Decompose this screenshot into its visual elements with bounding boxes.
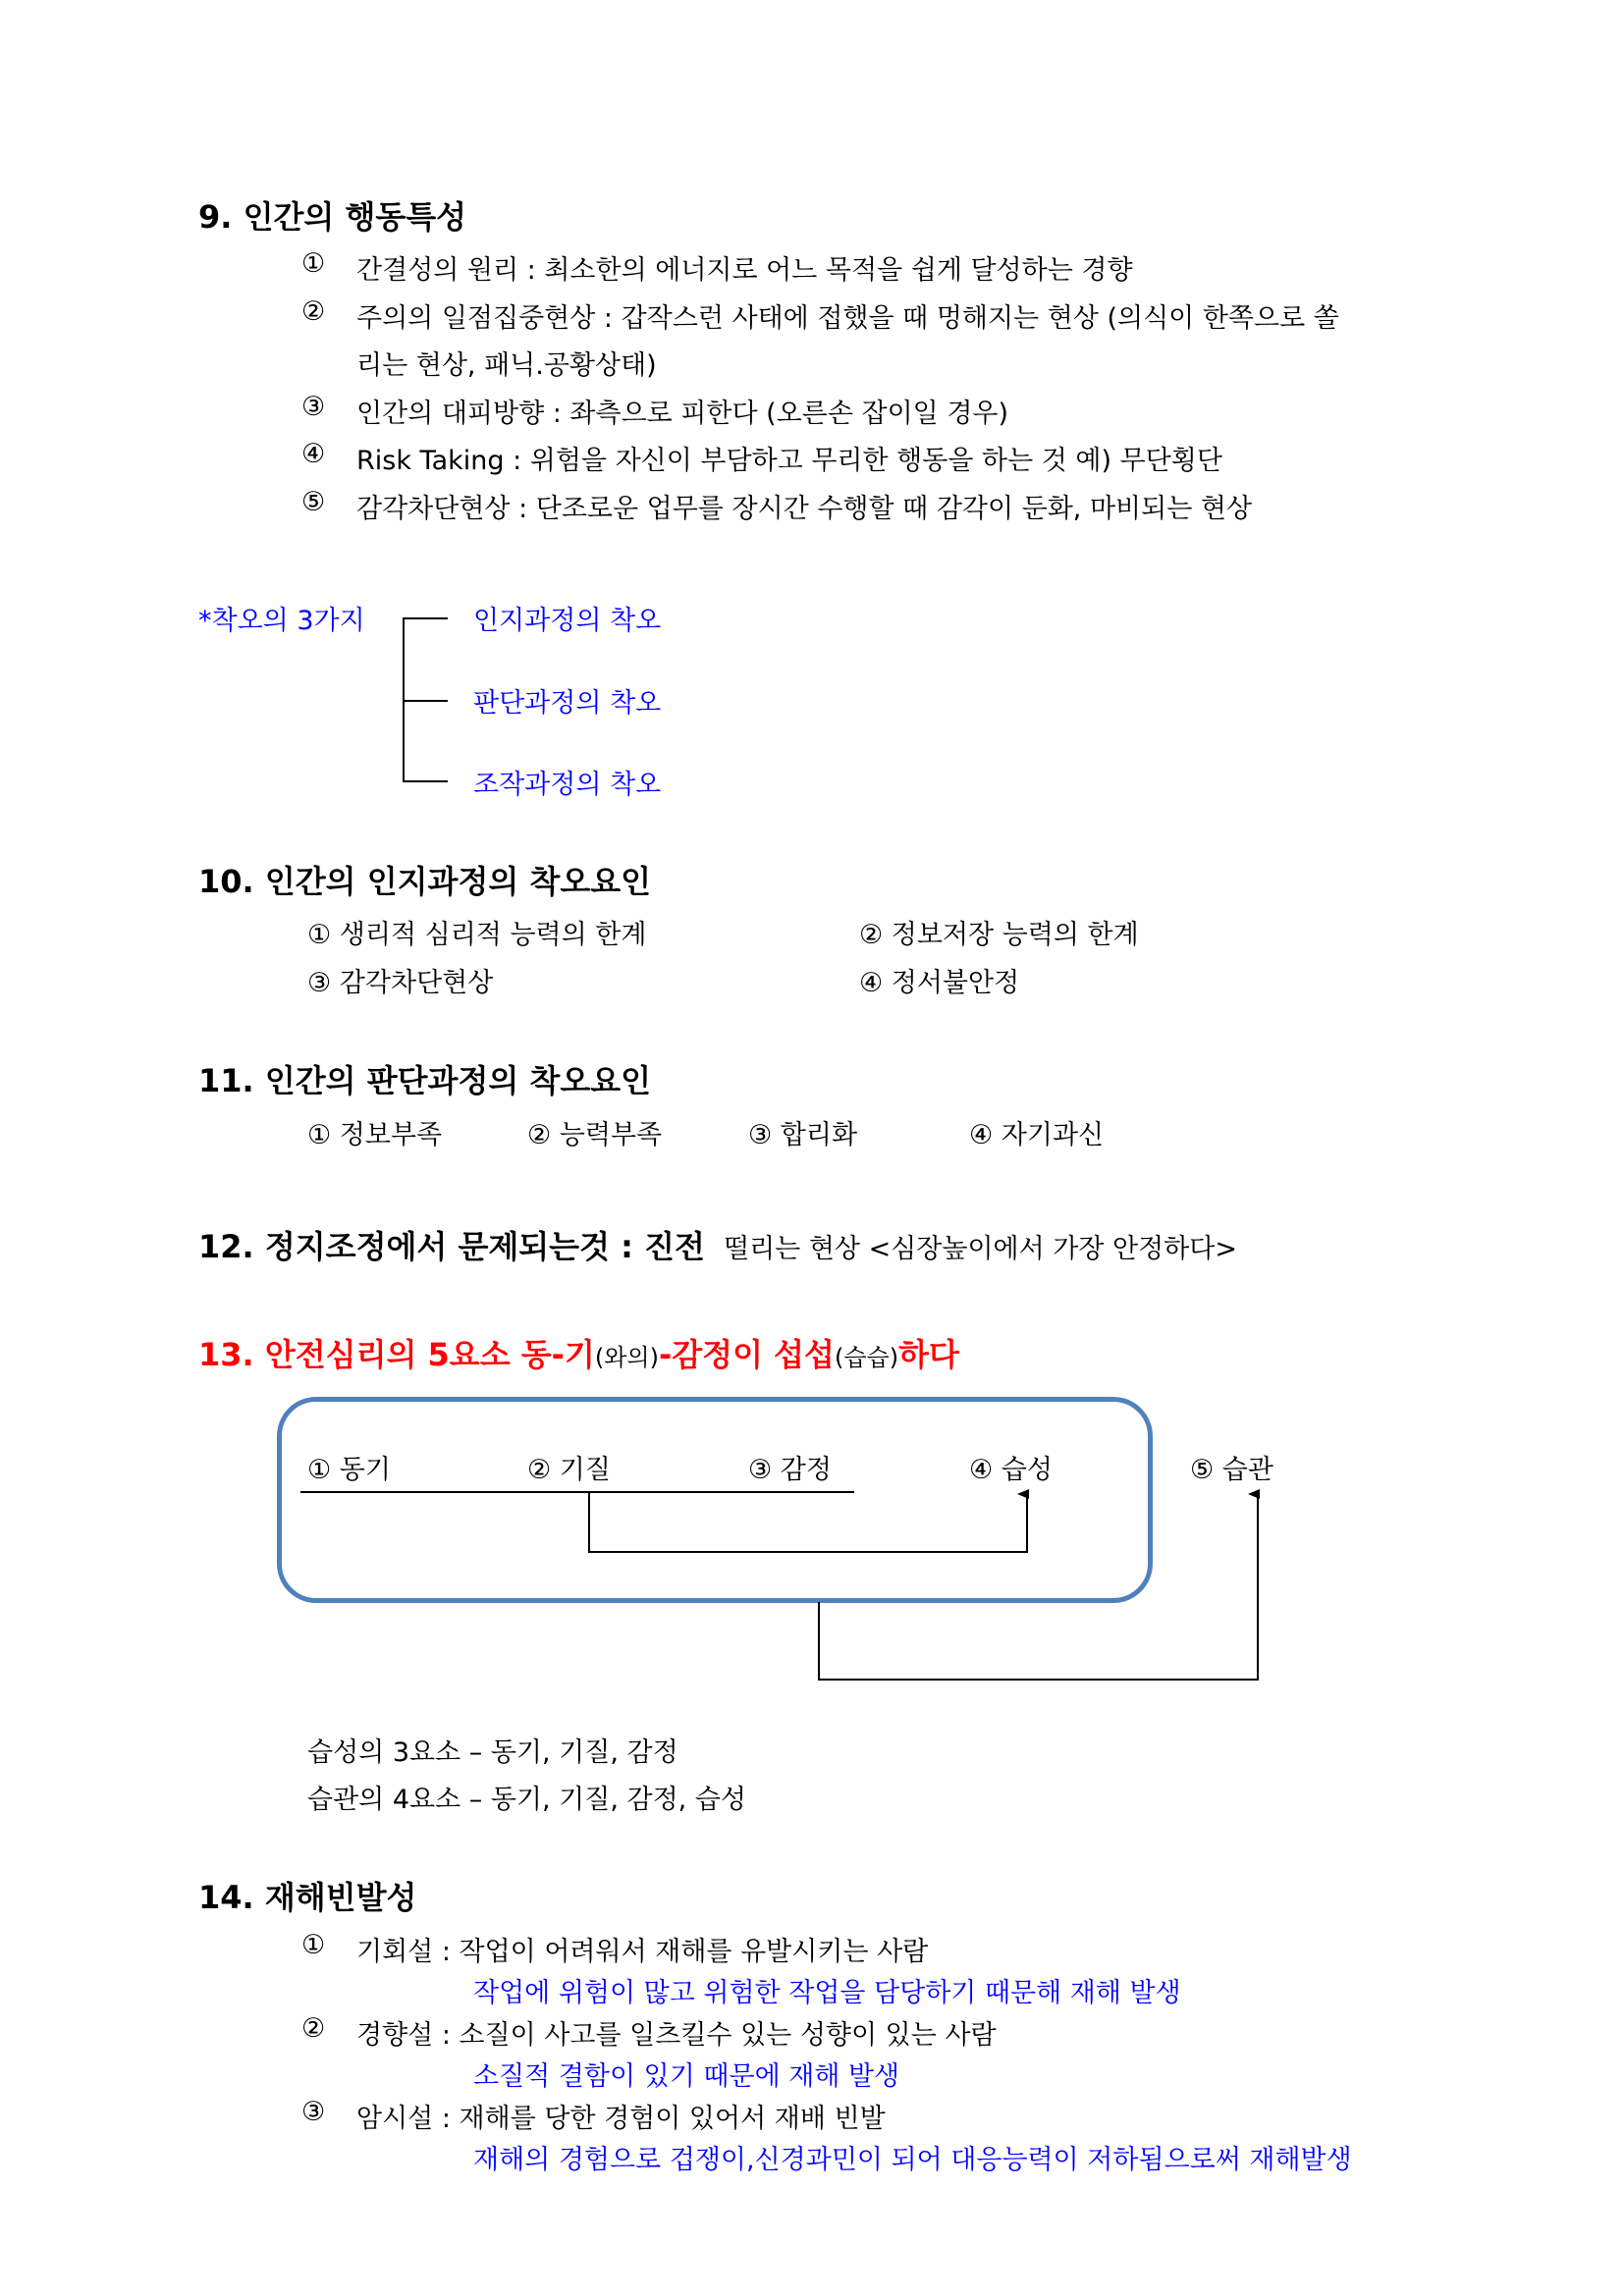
section-14-title: 14. 재해빈발성 bbox=[198, 1879, 417, 1916]
list-item: ④ 자기과신 bbox=[969, 1120, 1105, 1150]
error-types-label: *착오의 3가지 bbox=[198, 606, 365, 636]
list-item-number: ① bbox=[301, 1930, 326, 1960]
list-item: 감각차단현상 : 단조로운 업무를 장시간 수행할 때 감각이 둔화, 마비되는 현상 bbox=[356, 494, 1253, 524]
safety-element: ② 기질 bbox=[527, 1455, 611, 1485]
list-item-number: ③ bbox=[301, 2097, 326, 2127]
section-11-title: 11. 인간의 판단과정의 착오요인 bbox=[198, 1062, 652, 1099]
note-line: 습성의 3요소 – 동기, 기질, 감정 bbox=[307, 1737, 678, 1768]
safety-element: ① 동기 bbox=[307, 1455, 391, 1485]
list-item-number: ③ bbox=[301, 392, 326, 422]
list-item-number: ② bbox=[301, 296, 326, 327]
list-item: 인간의 대피방향 : 좌측으로 피한다 (오른손 잡이일 경우) bbox=[356, 399, 1009, 429]
note-line: 습관의 4요소 – 동기, 기질, 감정, 습성 bbox=[307, 1785, 746, 1815]
section-10-title: 10. 인간의 인지과정의 착오요인 bbox=[198, 863, 652, 900]
section-12-title: 12. 정지조정에서 문제되는것 : 진전 bbox=[198, 1228, 705, 1265]
arrow-to-habit bbox=[589, 1492, 1027, 1552]
error-type-item: 인지과정의 착오 bbox=[473, 606, 662, 636]
list-item: 암시설 : 재해를 당한 경험이 있어서 재배 빈발 bbox=[356, 2104, 886, 2134]
list-item-number: ② bbox=[301, 2013, 326, 2044]
list-item: 주의의 일점집중현상 : 갑작스런 사태에 접했을 때 멍해지는 현상 (의식이 한쪽으로 쏠 bbox=[356, 303, 1339, 334]
title-part: 하다 bbox=[898, 1336, 959, 1373]
arrow-to-custom bbox=[819, 1494, 1258, 1680]
list-item: ① 정보부족 bbox=[307, 1120, 443, 1150]
list-item: Risk Taking : 위험을 자신이 부담하고 무리한 행동을 하는 것 예) 무단횡단 bbox=[356, 446, 1222, 476]
list-item: 간결성의 원리 : 최소한의 에너지로 어느 목적을 쉽게 달성하는 경향 bbox=[356, 255, 1133, 286]
list-item: ③ 감각차단현상 bbox=[307, 968, 494, 998]
title-part: 13. 안전심리의 5요소 동-기 bbox=[198, 1336, 595, 1373]
list-item-number: ④ bbox=[301, 439, 326, 469]
title-part-small: (와의) bbox=[594, 1344, 659, 1371]
list-item-explanation: 작업에 위험이 많고 위험한 작업을 담당하기 때문해 재해 발생 bbox=[473, 1978, 1181, 2008]
list-item-continuation: 리는 현상, 패닉.공황상태) bbox=[356, 350, 657, 381]
error-type-item: 조작과정의 착오 bbox=[473, 770, 662, 800]
list-item: 경향설 : 소질이 사고를 일츠킬수 있는 성향이 있는 사람 bbox=[356, 2020, 997, 2051]
list-item: ② 정보저장 능력의 한계 bbox=[859, 920, 1139, 950]
list-item: ④ 정서불안정 bbox=[859, 968, 1020, 998]
list-item-explanation: 재해의 경험으로 겁쟁이,신경과민이 되어 대응능력이 저하됨으로써 재해발생 bbox=[473, 2145, 1352, 2175]
list-item: 기회설 : 작업이 어려워서 재해를 유발시키는 사람 bbox=[356, 1937, 929, 1967]
safety-element: ③ 감정 bbox=[748, 1455, 832, 1485]
safety-element: ④ 습성 bbox=[969, 1455, 1053, 1485]
error-type-item: 판단과정의 착오 bbox=[473, 688, 662, 719]
list-item: ① 생리적 심리적 능력의 한계 bbox=[307, 920, 647, 950]
section-12-description: 떨리는 현상 <심장높이에서 가장 안정하다> bbox=[724, 1234, 1237, 1264]
list-item: ② 능력부족 bbox=[527, 1120, 663, 1150]
list-item-number: ⑤ bbox=[301, 487, 326, 517]
title-part-small: (습습) bbox=[834, 1344, 899, 1371]
list-item-number: ① bbox=[301, 248, 326, 279]
list-item: ③ 합리화 bbox=[748, 1120, 858, 1150]
safety-element: ⑤ 습관 bbox=[1190, 1455, 1273, 1485]
title-part: -감정이 섭섭 bbox=[658, 1336, 835, 1373]
section-9-title: 9. 인간의 행동특성 bbox=[198, 198, 467, 236]
list-item-explanation: 소질적 결함이 있기 때문에 재해 발생 bbox=[473, 2061, 900, 2092]
